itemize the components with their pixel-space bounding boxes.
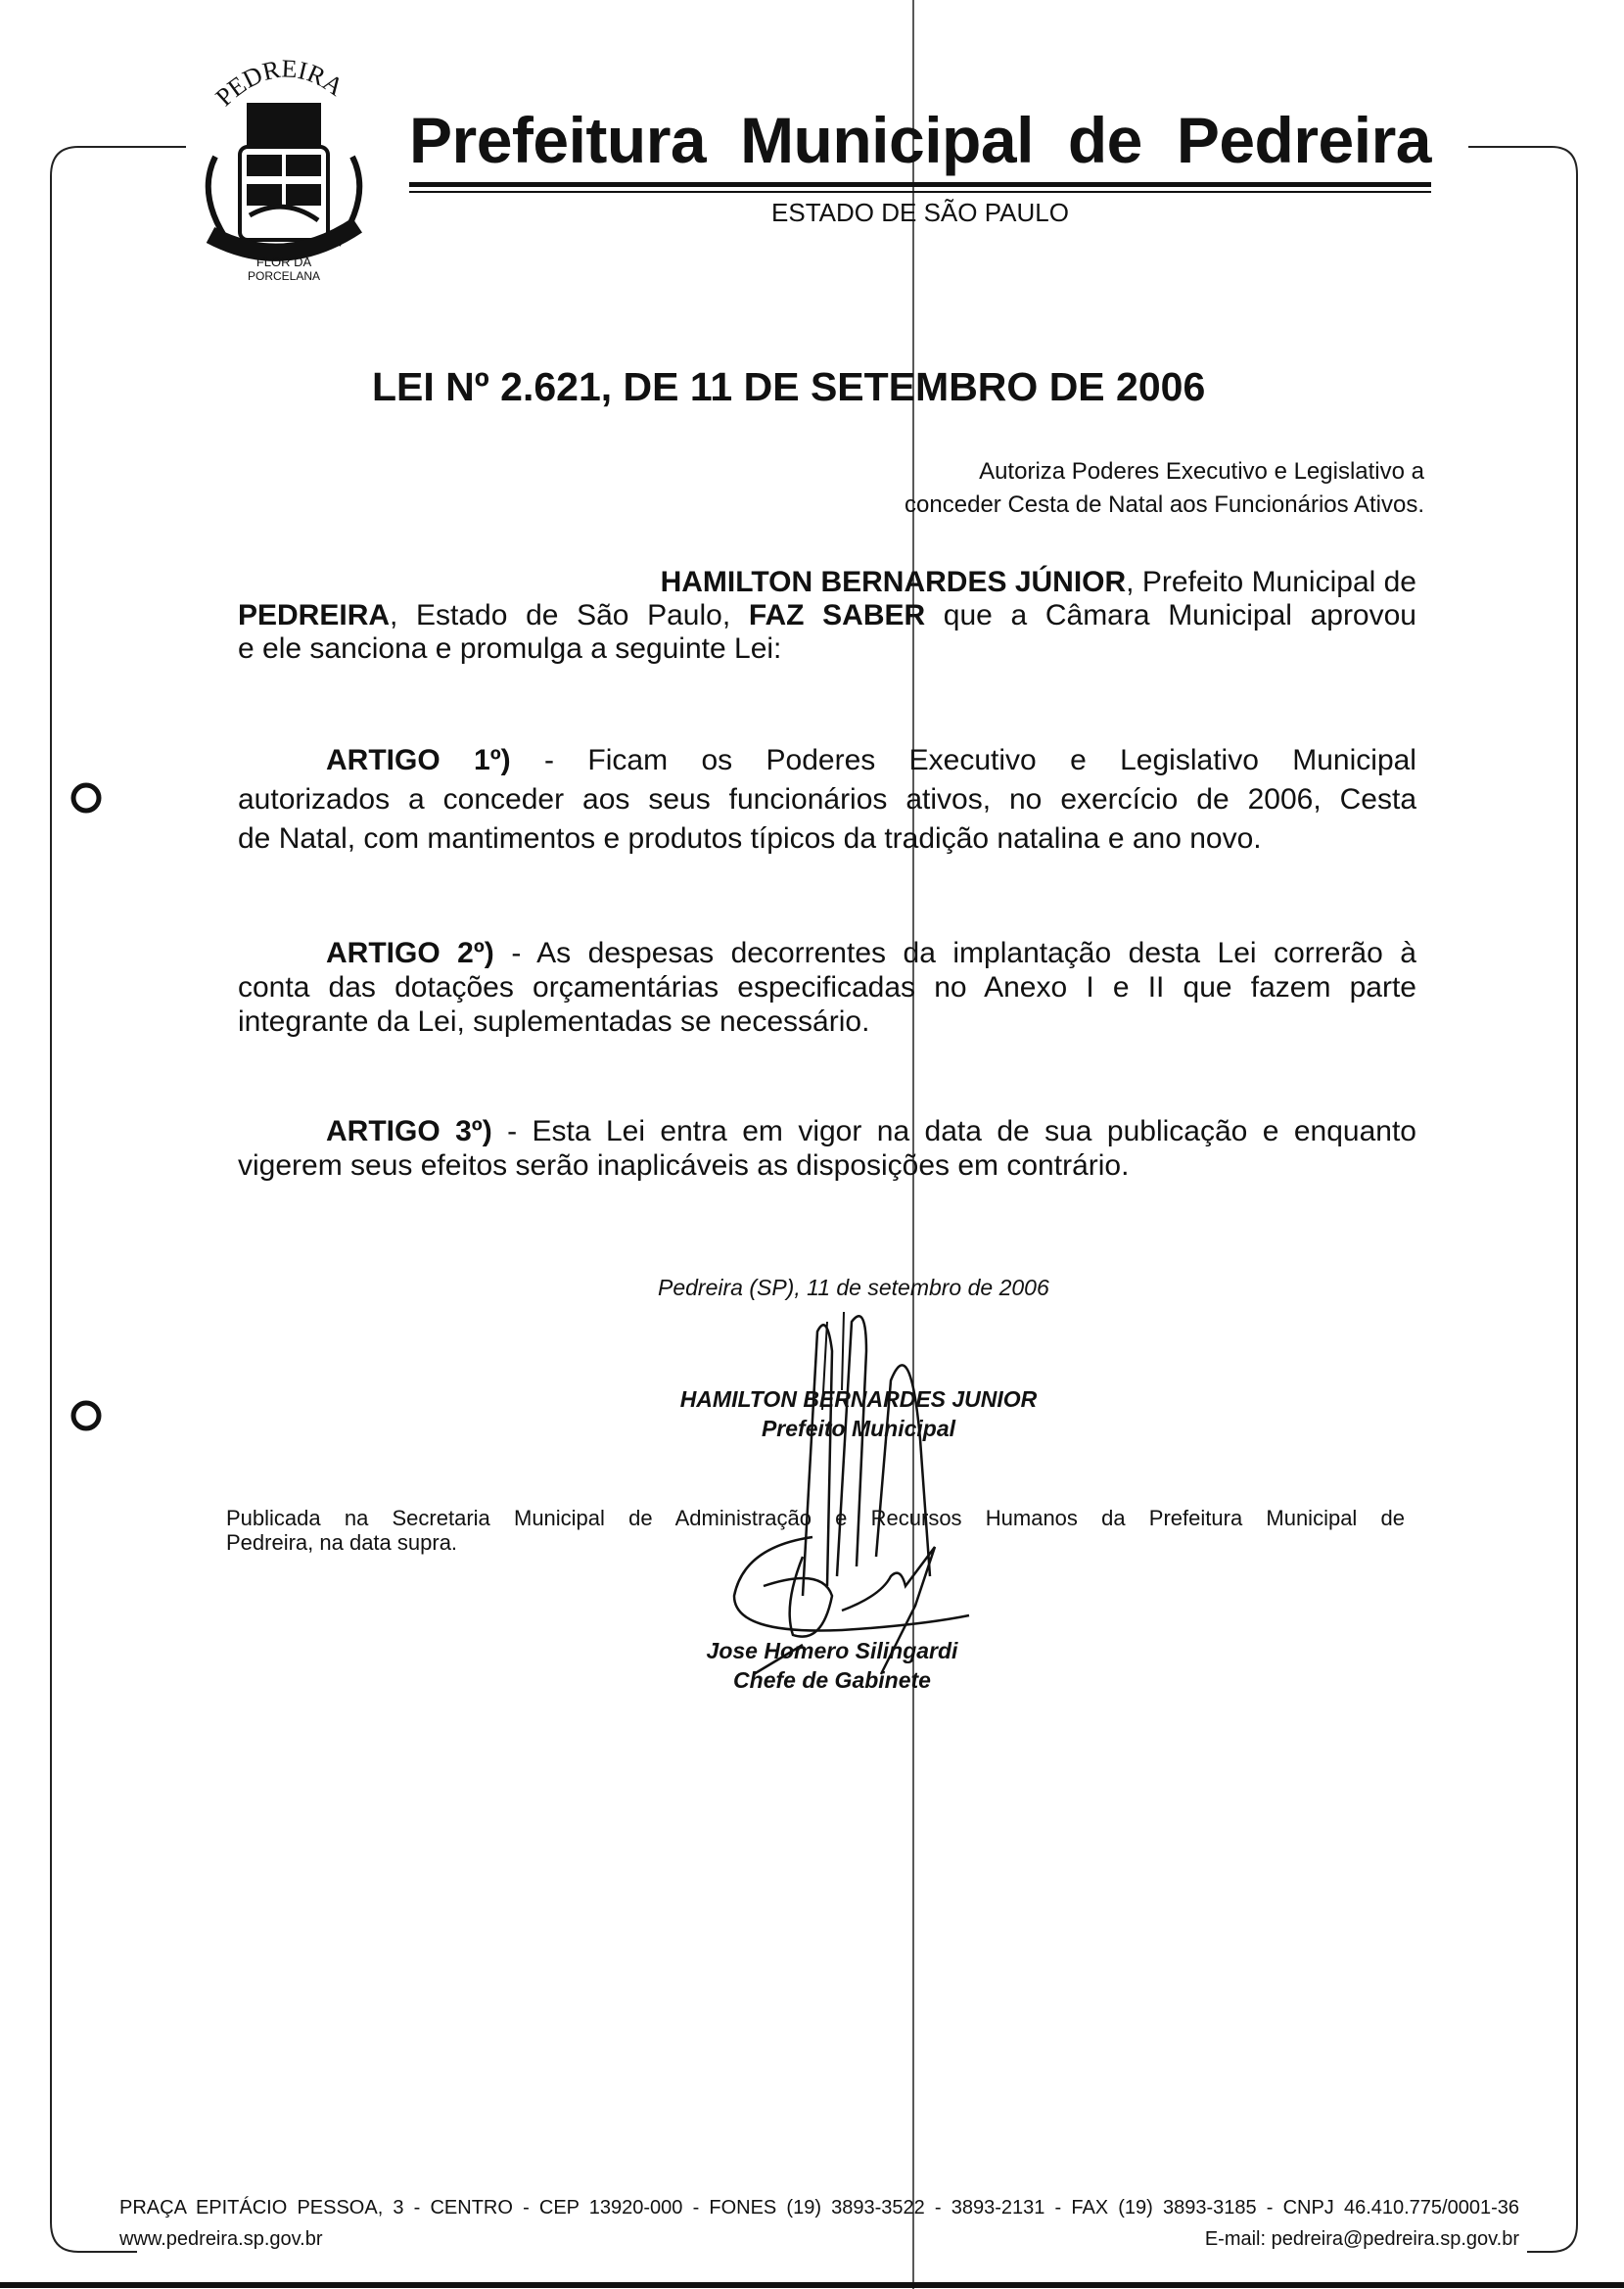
- article-line: vigerem seus efeitos serão inaplicáveis as disposições em contrário.: [238, 1149, 1130, 1182]
- preamble-text: que a Câmara Municipal aprovou: [925, 599, 1416, 631]
- article-label: ARTIGO 3º): [326, 1115, 492, 1147]
- city-crest-logo: [186, 49, 382, 284]
- footer-website[interactable]: www.pedreira.sp.gov.br: [119, 2228, 323, 2250]
- summary-line: conceder Cesta de Natal aos Funcionários Ativos.: [905, 491, 1424, 518]
- signer-role: Chefe de Gabinete: [733, 1667, 931, 1693]
- signer-name: HAMILTON BERNARDES JUNIOR: [679, 1386, 1038, 1412]
- article-label: ARTIGO 1º): [326, 744, 511, 776]
- footer-email[interactable]: E-mail: pedreira@pedreira.sp.gov.br: [1204, 2228, 1519, 2250]
- article-line: integrante da Lei, suplementadas se necessário.: [238, 1005, 870, 1038]
- article-line: de Natal, com mantimentos e produtos típicos da tradição natalina e ano novo.: [238, 822, 1262, 855]
- svg-text:FLOR DA: FLOR DA: [255, 255, 312, 269]
- city-name: PEDREIRA: [238, 599, 391, 631]
- article-line: autorizados a conceder aos seus funcionários ativos, no exercício de 2006, Cesta: [238, 783, 1416, 816]
- signer-role: Prefeito Municipal: [761, 1416, 956, 1441]
- faz-saber: FAZ SABER: [748, 599, 926, 631]
- punch-hole-bottom: [73, 1403, 99, 1428]
- preamble-line: [238, 599, 1416, 632]
- article-3: [326, 1115, 1416, 1148]
- publication-note: Pedreira, na data supra.: [226, 1530, 458, 1555]
- article-label: ARTIGO 2º): [326, 937, 494, 969]
- preamble-text: , Prefeito Municipal de: [1126, 566, 1416, 598]
- title-rule-thin: [409, 191, 1431, 193]
- signer-name: Jose Homero Silingardi: [706, 1638, 958, 1663]
- mayor-name: HAMILTON BERNARDES JÚNIOR: [660, 566, 1127, 598]
- article-text: - Ficam os Poderes Executivo e Legislativo Municipal: [544, 744, 1416, 776]
- summary-line: Autoriza Poderes Executivo e Legislativo a: [979, 458, 1424, 485]
- punch-hole-top: [73, 785, 99, 811]
- svg-text:PORCELANA: PORCELANA: [247, 269, 321, 283]
- svg-text:PEDREIRA: PEDREIRA: [209, 54, 349, 113]
- article-2: [326, 937, 1416, 970]
- article-text: - As despesas decorrentes da implantação desta Lei correrão à: [511, 937, 1416, 969]
- article-1: [326, 744, 1416, 777]
- law-title: LEI Nº 2.621, DE 11 DE SETEMBRO DE 2006: [372, 364, 1206, 409]
- date-line: Pedreira (SP), 11 de setembro de 2006: [658, 1275, 1049, 1300]
- title-rule: [409, 182, 1431, 187]
- article-text: - Esta Lei entra em vigor na data de sua publicação e enquanto: [507, 1115, 1416, 1147]
- preamble-line: e ele sanciona e promulga a seguinte Lei:: [238, 632, 782, 665]
- publication-note: Publicada na Secretaria Municipal de Administração e Recursos Humanos da Prefeitura Municipal de: [226, 1506, 1405, 1530]
- preamble-text: , Estado de São Paulo,: [390, 599, 749, 631]
- article-line: conta das dotações orçamentárias especificadas no Anexo I e II que fazem parte: [238, 971, 1416, 1004]
- footer-address: PRAÇA EPITÁCIO PESSOA, 3 - CENTRO - CEP 13920-000 - FONES (19) 3893-3522 - 3893-2131 - FAX (19) 3893-3185 - CNPJ 46.410.775/0001-36: [119, 2197, 1519, 2219]
- municipality-title: Prefeitura Municipal de Pedreira: [409, 104, 1431, 176]
- state-subtitle: ESTADO DE SÃO PAULO: [771, 198, 1069, 227]
- preamble-line: [238, 566, 1416, 599]
